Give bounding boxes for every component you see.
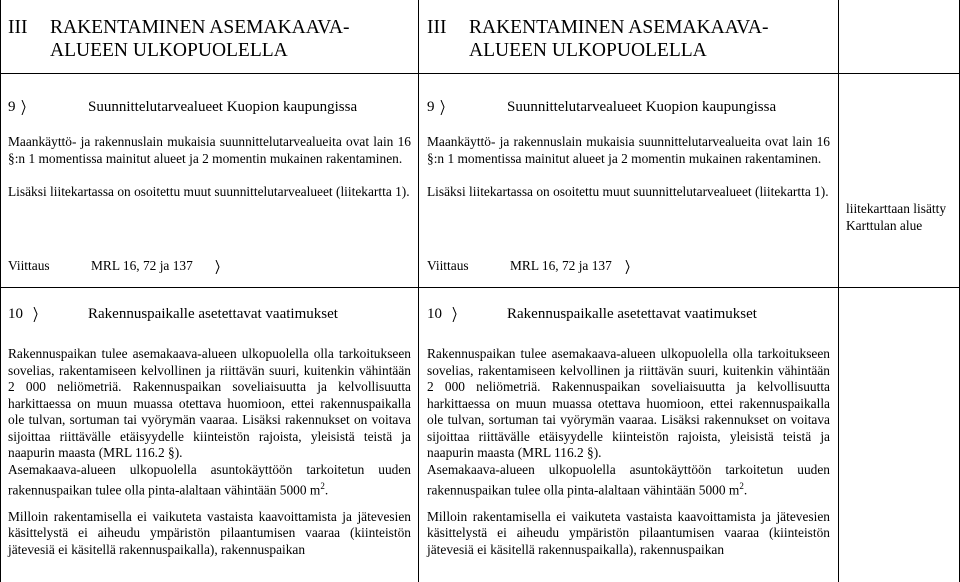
section-body-9-left [8,134,411,200]
reference-value: MRL 16, 72 ja 137 [91,258,193,273]
row-divider-2 [0,287,960,288]
section-number: 10 [427,306,442,322]
reference-line-right [427,258,830,275]
table-border-left [0,0,1,582]
section-heading-10-left [8,305,413,323]
chapter-title: RAKENTAMINEN ASEMAKAAVA- ALUEEN ULKOPUOLELLA [469,17,769,61]
paragraph: Rakennuspaikan tulee asemakaava-alueen ulkopuolella olla tarkoitukseen sovelias, rakentamiseen kelvollinen ja riittävän suuri, kuitenkin vähintään 2 000 neliömetriä. Rakennuspaikan soveliaisuutta ja kelvollisuutta harkittaessa on muun muassa otettava huomioon, ettei rakennuspaikalla ole tulvan, sortuman tai vyörymän vaaraa. Lisäksi rakennukset on voitava sijoittaa riittävälle etäisyydelle kiinteistön rajoista, yleisistä teistä ja naapurin maasta (MRL 116.2 §). [427,346,830,460]
section-body-10-right [427,346,830,558]
chapter-title: RAKENTAMINEN ASEMAKAAVA- ALUEEN ULKOPUOLELLA [50,17,350,61]
chapter-number: III [427,17,447,38]
section-number: 9 [427,99,435,115]
chapter-number: III [8,17,28,38]
reference-label: Viittaus [8,258,50,273]
section-mark-icon [33,307,38,322]
section-body-9-right [427,134,830,200]
table-divider-2 [838,0,839,582]
paragraph: Asemakaava-alueen ulkopuolella asuntokäyttöön tarkoitetun uuden rakennuspaikan tulee olla pinta-alaltaan vähintään 5000 $m^2$. [427,461,830,498]
reference-value: MRL 16, 72 ja 137 [510,258,612,273]
section-number: 10 [8,306,23,322]
section-heading-9-right [427,98,832,116]
chapter-heading-left [8,17,408,63]
paragraph: Lisäksi liitekartassa on osoitettu muut suunnittelutarvealueet (liitekartta 1). [8,183,410,199]
section-mark-icon [440,100,445,115]
change-note: liitekarttaan lisätty Karttulan alue [846,201,947,233]
paragraph: Milloin rakentamisella ei vaikuteta vastaista kaavoittamista ja jätevesien käsittelystä ei aiheudu ympäristön pilaantumisen vaaraa (kiinteistön jätevesiä ei käsitellä rakennuspaikalla), rakennuspaikan [8,508,411,557]
reference-line-left [8,258,411,275]
section-mark-icon [452,307,457,322]
paragraph: Lisäksi liitekartassa on osoitettu muut suunnittelutarvealueet (liitekartta 1). [427,183,829,199]
section-mark-icon [215,260,220,274]
table-divider-1 [418,0,419,582]
section-mark-icon [625,260,630,274]
chapter-heading-right [427,17,827,63]
paragraph: Maankäyttö- ja rakennuslain mukaisia suunnittelutarvealueita ovat lain 16 §:n 1 momentissa mainitut alueet ja 2 momentin mukainen rakentaminen. [427,134,830,166]
paragraph: Asemakaava-alueen ulkopuolella asuntokäyttöön tarkoitetun uuden rakennuspaikan tulee olla pinta-alaltaan vähintään 5000 $m^2$. [8,461,411,498]
section-title: Rakennuspaikalle asetettavat vaatimukset [507,306,757,322]
section-number: 9 [8,99,16,115]
section-title: Suunnittelutarvealueet Kuopion kaupungissa [88,99,358,115]
section-heading-10-right [427,305,832,323]
paragraph: Maankäyttö- ja rakennuslain mukaisia suunnittelutarvealueita ovat lain 16 §:n 1 momentissa mainitut alueet ja 2 momentin mukainen rakentaminen. [8,134,411,166]
paragraph: Rakennuspaikan tulee asemakaava-alueen ulkopuolella olla tarkoitukseen sovelias, rakentamiseen kelvollinen ja riittävän suuri, kuitenkin vähintään 2 000 neliömetriä. Rakennuspaikan soveliaisuutta ja kelvollisuutta harkittaessa on muun muassa otettava huomioon, ettei rakennuspaikalla ole tulvan, sortuman tai vyörymän vaaraa. Lisäksi rakennukset on voitava sijoittaa riittävälle etäisyydelle kiinteistön rajoista, yleisistä teistä ja naapurin maasta (MRL 116.2 §). [8,346,411,460]
section-title: Suunnittelutarvealueet Kuopion kaupungissa [507,99,777,115]
row-divider-1 [0,73,960,74]
section-heading-9-left [8,98,413,116]
paragraph: Milloin rakentamisella ei vaikuteta vastaista kaavoittamista ja jätevesien käsittelystä ei aiheudu ympäristön pilaantumisen vaaraa (kiinteistön jätevesiä ei käsitellä rakennuspaikalla), rakennuspaikan [427,508,830,557]
section-mark-icon [21,100,26,115]
section-body-10-left [8,346,411,558]
reference-label: Viittaus [427,258,469,273]
section-title: Rakennuspaikalle asetettavat vaatimukset [88,306,338,322]
